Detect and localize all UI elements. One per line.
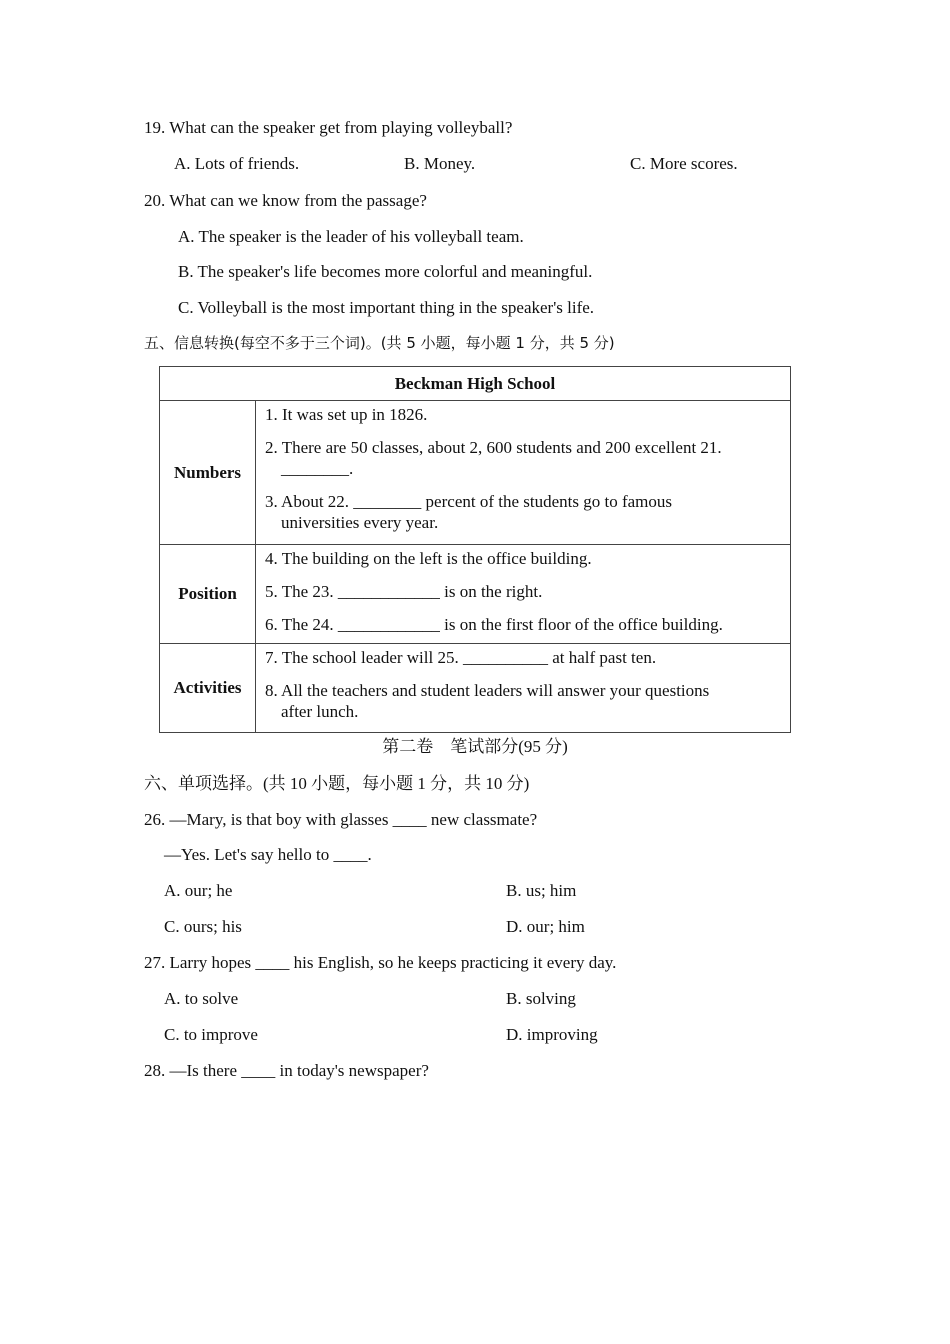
numbers-item-3: 3. About 22. ________ percent of the students go to famous [265,492,673,511]
question-19: 19. What can the speaker get from playing volleyball? [144,118,513,137]
numbers-item-1: 1. It was set up in 1826. [265,405,428,424]
numbers-cell [256,401,791,545]
numbers-item-3-cont: universities every year. [281,513,439,532]
q19-option-a: A. Lots of friends. [174,154,300,173]
row-label-numbers: Numbers [160,401,256,545]
position-cell [256,545,791,644]
q26-option-c: C. ours; his [164,917,242,936]
part-2-heading: 第二卷 笔试部分(95 分) [382,737,568,756]
q20-option-a: A. The speaker is the leader of his volleyball team. [178,227,524,246]
question-27: 27. Larry hopes ____ his English, so he keeps practicing it every day. [144,953,617,972]
activities-item-8-cont: after lunch. [281,702,359,721]
q26-option-a: A. our; he [164,881,233,900]
question-28: 28. —Is there ____ in today's newspaper? [144,1061,429,1080]
activities-item-7: 7. The school leader will 25. __________ at half past ten. [265,648,657,667]
row-label-position: Position [160,545,256,644]
q26-option-d: D. our; him [506,917,585,936]
q27-option-d: D. improving [506,1025,598,1044]
activities-item-8: 8. All the teachers and student leaders will answer your questions [265,681,710,700]
q27-option-c: C. to improve [164,1025,258,1044]
table-title: Beckman High School [160,367,791,401]
position-item-4: 4. The building on the left is the office building. [265,549,592,568]
q26-option-b: B. us; him [506,881,577,900]
position-item-6: 6. The 24. ____________ is on the first floor of the office building. [265,615,723,634]
question-20: 20. What can we know from the passage? [144,191,427,210]
q19-option-c: C. More scores. [630,154,738,173]
activities-cell [256,644,791,733]
row-label-activities: Activities [160,644,256,733]
section-5-heading: 五、信息转换(每空不多于三个词)。(共 5 小题，每小题 1 分，共 5 分) [144,334,615,352]
q20-option-b: B. The speaker's life becomes more colorful and meaningful. [178,262,593,281]
position-item-5: 5. The 23. ____________ is on the right. [265,582,543,601]
numbers-item-2: 2. There are 50 classes, about 2, 600 students and 200 excellent 21. [265,438,722,457]
q27-option-a: A. to solve [164,989,239,1008]
numbers-item-2-cont: ________. [281,459,354,478]
q19-option-b: B. Money. [404,154,476,173]
q27-option-b: B. solving [506,989,576,1008]
section-6-heading: 六、单项选择。(共 10 小题，每小题 1 分，共 10 分) [144,774,530,793]
q20-option-c: C. Volleyball is the most important thing in the speaker's life. [178,298,595,317]
question-26: 26. —Mary, is that boy with glasses ____ new classmate? [144,810,538,829]
info-table [159,366,791,733]
q26-reply: —Yes. Let's say hello to ____. [164,845,372,864]
